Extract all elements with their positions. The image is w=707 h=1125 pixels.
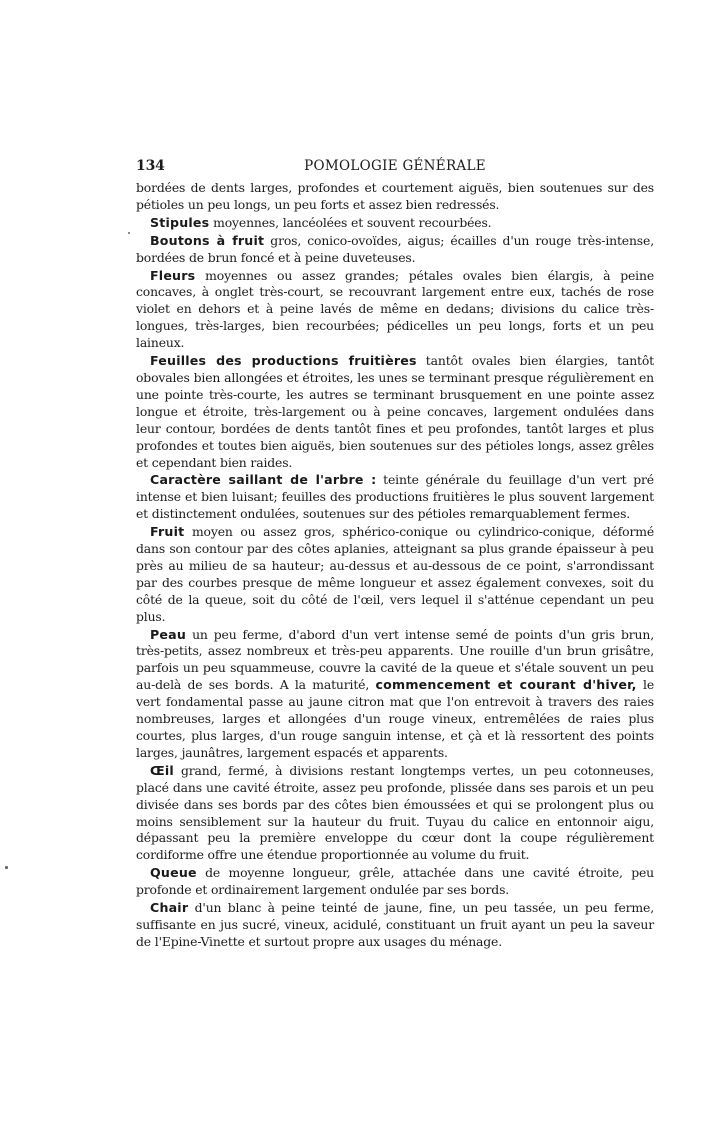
paragraph-boutons: Boutons à fruit gros, conico-ovoïdes, aigus; écailles d'un rouge très-intense, bordées de brun foncé et à peine duveteuses. (136, 232, 654, 265)
term-maturity: commencement et courant d'hiver, (375, 677, 637, 693)
term-heading: Feuilles des productions fruitières (150, 353, 417, 369)
scan-speck (5, 866, 8, 869)
paragraph-fleurs: Fleurs moyennes ou assez grandes; pétales ovales bien élargis, à peine concaves, à onglet très-court, se recouvrant largement entre eux, tachés de rose violet en dehors et à peine lavés de même en dedans; divisions du calice très-longues, très-larges, bien recourbées; pédicelles un peu longs, forts et un peu laineux. (136, 267, 654, 351)
term-heading: Fruit (150, 524, 185, 540)
paragraph-feuilles: Feuilles des productions fruitières tantôt ovales bien élargies, tantôt obovales bien allongées et étroites, les unes se terminant presque régulièrement en une pointe très-courte, les autres se terminant brusquement en une pointe assez longue et étroite, très-largement ou à peine concaves, largement ondulées dans leur contour, bordées de dents tantôt fines et peu profondes, tantôt larges et plus profondes et toutes bien aiguës, bien soutenues sur des pétioles longs, assez grêles et cependant bien raides. (136, 353, 654, 470)
page-number: 134 (136, 158, 165, 174)
book-page (136, 158, 654, 951)
paragraph-caractere: Caractère saillant de l'arbre : teinte générale du feuillage d'un vert pré intense et bien luisant; feuilles des productions fruitières le plus souvent largement et distinctement ondulées, soutenues sur des pétioles remarquablement fermes. (136, 472, 654, 522)
term-heading: Caractère saillant de l'arbre : (150, 472, 377, 488)
paragraph-peau: Peau un peu ferme, d'abord d'un vert intense semé de points d'un gris brun, très-petits, assez nombreux et très-peu apparents. Une rouille d'un brun grisâtre, parfois un peu squammeuse, couvre la cavité de la queue et s'étale souvent un peu au-delà de ses bords. A la maturité, commencement et courant d'hiver, le vert fondamental passe au jaune citron mat que l'on entrevoit à travers des raies nombreuses, larges et allongées d'un rouge vineux, entremêlées de raies plus courtes, plus larges, d'un rouge sanguin intense, et çà et là ressortent des points larges, jaunâtres, largement espacés et apparents. (136, 626, 655, 760)
scan-speck (128, 232, 130, 234)
paragraph-fruit: Fruit moyen ou assez gros, sphérico-conique ou cylindrico-conique, déformé dans son contour par des côtes aplanies, atteignant sa plus grande épaisseur à peu près au milieu de sa hauteur; au-dessus et au-dessous de ce point, s'arrondissant par des courbes presque de même longueur et assez également convexes, soit du côté de la queue, soit du côté de l'œil, vers lequel il s'atténue cependant un peu plus. (136, 524, 654, 624)
term-heading: Stipules (150, 214, 210, 230)
paragraph-queue: Queue de moyenne longueur, grêle, attachée dans une cavité étroite, peu profonde et ordinairement largement ondulée par ses bords. (136, 865, 654, 898)
paragraph-oeil: Œil grand, fermé, à divisions restant longtemps vertes, un peu cotonneuses, placé dans une cavité étroite, assez peu profonde, plissée dans ses parois et un peu divisée dans ses bords par des côtes bien émoussées et qui se prolongent plus ou moins sensiblement sur la hauteur du fruit. Tuyau du calice en entonnoir aigu, dépassant peu la première enveloppe du cœur dont la coupe régulièrement cordiforme offre une étendue proportionnée au volume du fruit. (136, 762, 654, 863)
page-header (136, 158, 654, 178)
term-heading: Œil (150, 762, 174, 778)
term-heading: Boutons à fruit (150, 232, 265, 248)
paragraph-chair: Chair d'un blanc à peine teinté de jaune, fine, un peu tassée, un peu ferme, suffisante en jus sucré, vineux, acidulé, constituant un fruit ayant un peu la saveur de l'Epine-Vinette et surtout propre aux usages du ménage. (136, 900, 654, 949)
term-heading: Queue (150, 865, 197, 881)
paragraph-continuation: bordées de dents larges, profondes et courtement aiguës, bien soutenues sur des pétioles un peu longs, un peu forts et assez bien redressés. (136, 180, 654, 212)
term-heading: Fleurs (150, 267, 196, 283)
paragraph-stipules: Stipules moyennes, lancéolées et souvent recourbées. (150, 214, 492, 230)
term-heading: Peau (150, 626, 187, 642)
term-heading: Chair (150, 900, 189, 916)
running-title: POMOLOGIE GÉNÉRALE (304, 158, 486, 174)
